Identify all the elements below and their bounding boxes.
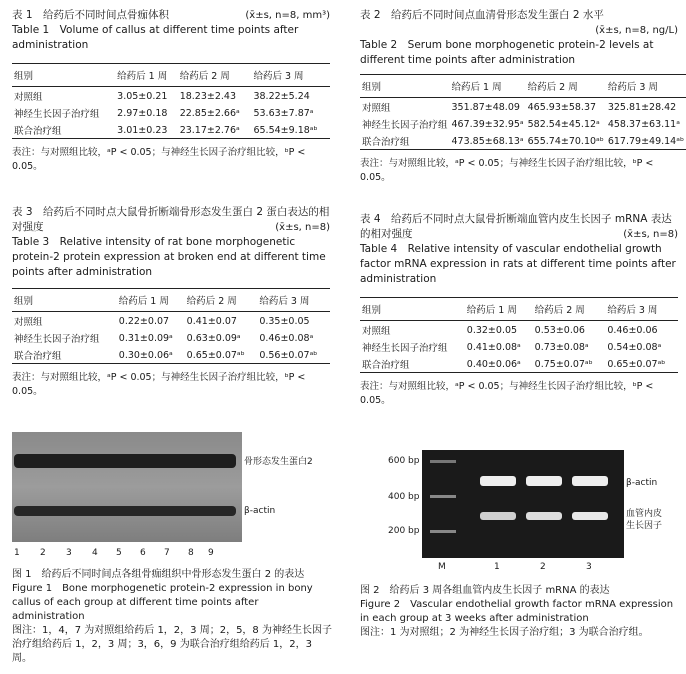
table-header-row (360, 75, 686, 98)
table-4-block (360, 212, 678, 406)
table-header-cell: 给药后 3 周 (607, 305, 658, 316)
table-2-note: 表注：与对照组比较，ᵃP < 0.05；与神经生长因子治疗组比较，ᵇP < 0.05。 (360, 158, 654, 183)
table-3-zh-title: 表 3 给药后不同时点大鼠骨折断端骨形态发生蛋白 2 蛋白表达的相对强度 (12, 206, 330, 233)
figure-1-zh-title: 图 1 给药后不同时间点各组骨痂组织中骨形态发生蛋白 2 的表达 (12, 569, 305, 580)
table-header-cell: 组别 (14, 296, 34, 307)
table-3-block (12, 205, 330, 397)
table-1-zh-title: 表 1 给药后不同时间点骨痂体积 (12, 9, 170, 21)
lane-label: 6 (140, 548, 146, 558)
band-label-vegf: 血管内皮生长因子 (626, 509, 663, 531)
figure-2 (360, 450, 680, 670)
table-cell: 0.54±0.08ᵃ (607, 341, 662, 353)
table-3-en-title: Table 3 Relative intensity of rat bone morphogenetic protein-2 protein expression at broken end at different time points after administration (12, 236, 326, 278)
table-cell: 0.63±0.09ᵃ (186, 332, 241, 344)
table-4-stat: (x̄±s, n=8) (623, 229, 678, 240)
table-4 (360, 297, 678, 373)
table-cell: 325.81±28.42 (607, 101, 677, 113)
table-1-note: 表注：与对照组比较，ᵃP < 0.05；与神经生长因子治疗组比较，ᵇP < 0.05。 (12, 147, 306, 172)
figure-1 (12, 432, 342, 672)
marker-label-600: 600 bp (388, 456, 420, 466)
table-header-row (12, 289, 330, 312)
table-header-cell: 给药后 3 周 (607, 82, 658, 93)
table-cell: 582.54±45.12ᵃ (527, 118, 600, 130)
band-label-beta-actin: β-actin (626, 478, 658, 488)
table-cell: 2.97±0.18 (117, 107, 168, 119)
table-header-cell: 给药后 2 周 (186, 296, 237, 307)
lane-label: 3 (586, 562, 592, 572)
table-cell: 联合治疗组 (362, 360, 410, 371)
lane-label: 7 (164, 548, 170, 558)
table-header-cell: 给药后 2 周 (527, 82, 578, 93)
lane-label: 2 (40, 548, 46, 558)
table-cell: 联合治疗组 (14, 351, 62, 362)
lane-label: 5 (116, 548, 122, 558)
lane-label: 2 (540, 562, 546, 572)
table-cell: 23.17±2.76ᵃ (179, 124, 240, 136)
figure-1-note: 图注：1，4，7 为对照组给药后 1，2，3 周；2，5，8 为神经生长因子治疗组给药后 1，2，3 周；3，6，9 为联合治疗组给药后 1，2，3 周。 (12, 625, 332, 664)
table-2-zh-title: 表 2 给药后不同时间点血清骨形态发生蛋白 2 水平 (360, 9, 604, 21)
table-cell: 655.74±70.10ᵃᵇ (527, 135, 604, 147)
table-cell: 0.65±0.07ᵃᵇ (607, 358, 666, 370)
lane-label: M (438, 562, 446, 572)
figure-2-zh-title: 图 2 给药后 3 周各组血管内皮生长因子 mRNA 的表达 (360, 585, 610, 596)
lane-label: 4 (92, 548, 98, 558)
table-cell: 0.22±0.07 (118, 315, 170, 327)
table-4-note: 表注：与对照组比较，ᵃP < 0.05；与神经生长因子治疗组比较，ᵇP < 0.05。 (360, 381, 654, 406)
band-label-beta-actin: β-actin (244, 506, 276, 516)
table-3-note: 表注：与对照组比较，ᵃP < 0.05；与神经生长因子治疗组比较，ᵇP < 0.05。 (12, 372, 306, 397)
table-cell: 神经生长因子治疗组 (14, 109, 100, 120)
table-cell: 神经生长因子治疗组 (14, 334, 100, 345)
table-cell: 22.85±2.66ᵃ (179, 107, 240, 119)
table-cell: 0.41±0.07 (186, 315, 237, 327)
table-header-cell: 给药后 2 周 (534, 305, 585, 316)
table-header-cell: 给药后 1 周 (466, 305, 517, 316)
lane-label: 1 (14, 548, 20, 558)
table-row (360, 115, 686, 132)
table-cell: 18.23±2.43 (179, 90, 236, 102)
gel-image (422, 450, 624, 558)
lane-labels (12, 548, 232, 560)
table-cell: 0.46±0.08ᵃ (259, 332, 314, 344)
table-cell: 0.35±0.05 (259, 315, 310, 327)
table-2-block (360, 8, 685, 183)
table-cell: 对照组 (14, 317, 43, 328)
table-4-en-title: Table 4 Relative intensity of vascular endothelial growth factor mRNA expression in rats at different time points after administration (360, 243, 676, 285)
table-cell: 0.41±0.08ᵃ (466, 341, 521, 353)
table-header-cell: 组别 (14, 71, 34, 82)
table-cell: 465.93±58.37 (527, 101, 597, 113)
table-cell: 473.85±68.13ᵃ (451, 135, 524, 147)
marker-label-400: 400 bp (388, 492, 420, 502)
table-cell: 0.30±0.06ᵃ (118, 349, 173, 361)
table-cell: 神经生长因子治疗组 (362, 343, 448, 354)
table-cell: 对照组 (362, 326, 391, 337)
table-cell: 3.01±0.23 (117, 124, 168, 136)
table-header-cell: 组别 (362, 82, 382, 93)
western-blot-image (12, 432, 242, 542)
band-label-bmp2: 骨形态发生蛋白2 (244, 457, 313, 467)
table-cell: 对照组 (362, 103, 391, 114)
table-cell: 0.31±0.09ᵃ (118, 332, 173, 344)
table-header-cell: 给药后 3 周 (253, 71, 304, 82)
table-cell: 0.75±0.07ᵃᵇ (534, 358, 593, 370)
table-header-cell: 给药后 1 周 (118, 296, 169, 307)
table-cell: 0.53±0.06 (534, 324, 585, 336)
table-header-cell: 给药后 1 周 (117, 71, 168, 82)
lane-label: 8 (188, 548, 194, 558)
figure-1-en-title: Figure 1 Bone morphogenetic protein-2 expression in bony callus of each group at different time points after administration (12, 583, 313, 622)
table-1-stat: (x̄±s, n=8, mm³) (245, 10, 330, 21)
table-row (360, 98, 686, 116)
table-row (12, 104, 330, 121)
table-1-block (12, 8, 330, 172)
table-cell: 0.46±0.06 (607, 324, 658, 336)
table-cell: 对照组 (14, 92, 43, 103)
table-cell: 0.65±0.07ᵃᵇ (186, 349, 245, 361)
table-2 (360, 74, 686, 150)
figure-2-en-title: Figure 2 Vascular endothelial growth factor mRNA expression in each group at 3 weeks after administration (360, 599, 674, 624)
table-2-en-title: Table 2 Serum bone morphogenetic protein-2 levels at different time points after administration (360, 39, 654, 66)
table-row (12, 346, 330, 364)
table-header-cell: 组别 (362, 305, 382, 316)
table-cell: 联合治疗组 (362, 137, 410, 148)
table-cell: 0.56±0.07ᵃᵇ (259, 349, 318, 361)
table-row (12, 121, 330, 139)
table-3 (12, 288, 330, 364)
table-header-cell: 给药后 1 周 (451, 82, 502, 93)
table-cell: 联合治疗组 (14, 126, 62, 137)
table-4-zh-title: 表 4 给药后不同时点大鼠骨折断端血管内皮生长因子 mRNA 表达的相对强度 (360, 213, 672, 240)
table-row (12, 329, 330, 346)
table-header-cell: 给药后 2 周 (179, 71, 230, 82)
lane-label: 1 (494, 562, 500, 572)
marker-label-200: 200 bp (388, 526, 420, 536)
table-row (360, 132, 686, 150)
lane-label: 3 (66, 548, 72, 558)
table-cell: 0.73±0.08ᵃ (534, 341, 589, 353)
table-header-row (360, 298, 678, 321)
lane-label: 9 (208, 548, 214, 558)
table-cell: 467.39±32.95ᵃ (451, 118, 524, 130)
table-cell: 65.54±9.18ᵃᵇ (253, 124, 318, 136)
table-cell: 617.79±49.14ᵃᵇ (607, 135, 685, 147)
table-cell: 3.05±0.21 (117, 90, 168, 102)
table-3-stat: (x̄±s, n=8) (275, 222, 330, 233)
table-1-en-title: Table 1 Volume of callus at different time points after administration (12, 24, 299, 51)
table-row (360, 355, 678, 373)
table-cell: 351.87±48.09 (451, 101, 520, 113)
table-row (360, 338, 678, 355)
table-cell: 0.32±0.05 (466, 324, 518, 336)
table-row (12, 87, 330, 105)
table-cell: 53.63±7.87ᵃ (253, 107, 314, 119)
table-cell: 458.37±63.11ᵃ (607, 118, 680, 130)
table-cell: 神经生长因子治疗组 (362, 120, 448, 131)
table-header-cell: 给药后 3 周 (259, 296, 310, 307)
table-cell: 0.40±0.06ᵃ (466, 358, 521, 370)
table-1 (12, 63, 330, 139)
table-row (360, 321, 678, 339)
table-2-stat: (x̄±s, n=8, ng/L) (595, 25, 678, 36)
table-header-row (12, 64, 330, 87)
lane-labels (422, 562, 624, 574)
figure-2-note: 图注：1 为对照组；2 为神经生长因子治疗组；3 为联合治疗组。 (360, 627, 649, 638)
table-cell: 38.22±5.24 (253, 90, 310, 102)
table-row (12, 312, 330, 330)
